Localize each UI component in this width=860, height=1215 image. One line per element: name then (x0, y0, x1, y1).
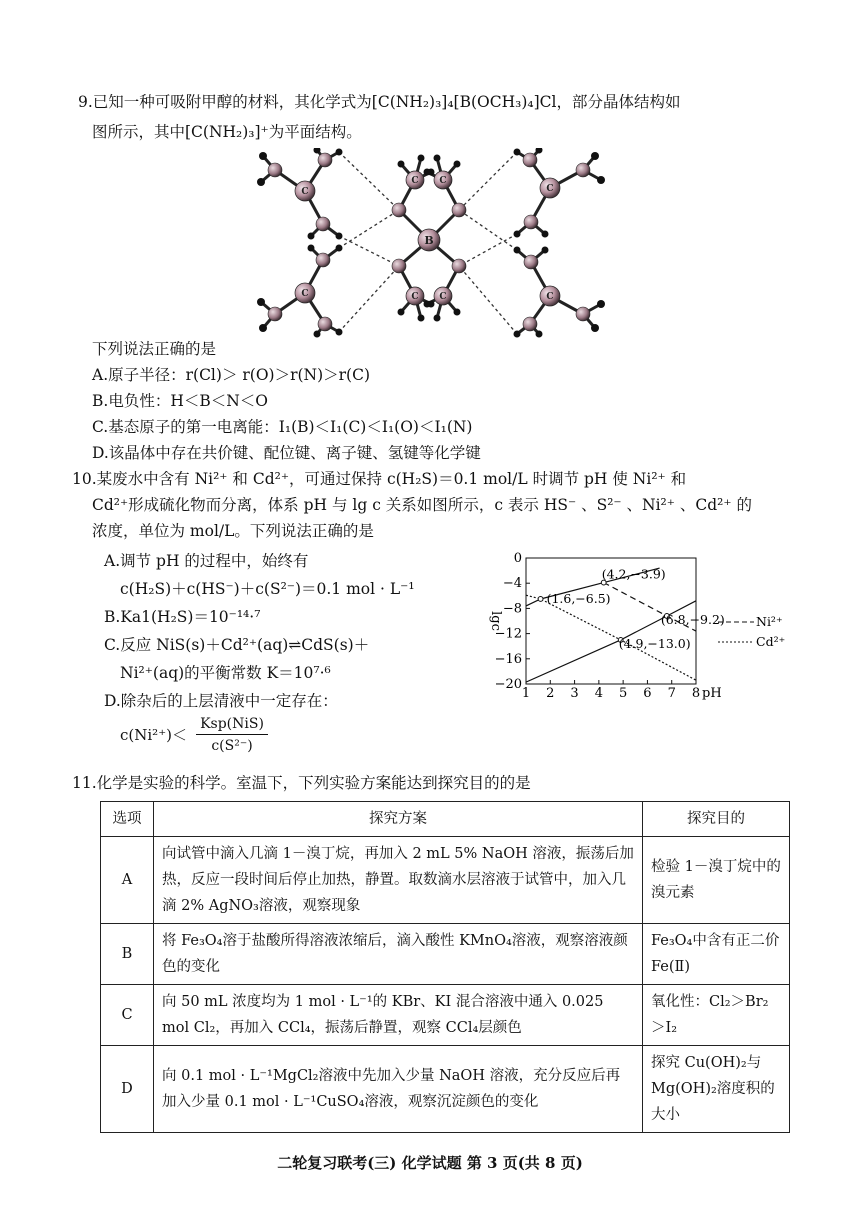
row-plan: 向 50 mL 浓度均为 1 mol · L⁻¹的 KBr、KI 混合溶液中通入 0.025 mol Cl₂，再加入 CCl₄，振荡后静置，观察 CCl₄层颜色 (154, 985, 643, 1046)
q9-option-a: A.原子半径：r(Cl)＞ r(O)＞r(N)＞r(C) (92, 366, 371, 384)
legend-label: Cd²⁺ (756, 634, 786, 649)
q10-stem-line3: 浓度，单位为 mol/L。下列说法正确的是 (92, 522, 374, 540)
q9-option-c: C.基态原子的第一电离能：I₁(B)＜I₁(C)＜I₁(O)＜I₁(N) (92, 418, 473, 436)
crystal-structure-figure (255, 148, 615, 338)
atom-label-c: C (439, 292, 447, 302)
data-point (538, 597, 543, 602)
row-option: D (101, 1046, 154, 1133)
y-axis-label: lgc (488, 611, 503, 631)
q10-stem-line1: 10.某废水中含有 Ni²⁺ 和 Cd²⁺，可通过保持 c(H₂S)＝0.1 mol/L 时调节 pH 使 Ni²⁺ 和 (72, 470, 687, 488)
q9-stem-line2: 图所示，其中[C(NH₂)₃]⁺为平面结构。 (92, 123, 362, 141)
atom-label-c: C (439, 176, 447, 186)
q10-option-c: C.反应 NiS(s)＋Cd²⁺(aq)⇌CdS(s)＋ (104, 636, 370, 654)
atom-label-c: C (301, 187, 309, 197)
x-tick-label: 8 (691, 686, 701, 701)
x-tick-label: 6 (643, 686, 652, 701)
point-annotation: (4.9,−13.0) (618, 635, 691, 651)
row-goal: Fe₃O₄中含有正二价 Fe(Ⅱ) (643, 924, 790, 985)
row-plan: 将 Fe₃O₄溶于盐酸所得溶液浓缩后，滴入酸性 KMnO₄溶液，观察溶液颜色的变化 (154, 924, 643, 985)
x-tick-label: 7 (667, 686, 676, 701)
q9-stem-line1: 9.已知一种可吸附甲醇的材料，其化学式为[C(NH₂)₃]₄[B(OCH₃)₄]Cl，部分晶体结构如 (78, 93, 681, 111)
row-option: A (101, 837, 154, 924)
atom-label-c: C (546, 292, 554, 302)
atom-label-b: B (424, 234, 434, 247)
table-row (101, 924, 790, 985)
y-tick-label: −12 (494, 626, 522, 642)
q10-option-d-lhs: c(Ni²⁺)＜ (120, 726, 187, 744)
row-goal: 氧化性：Cl₂＞Br₂＞I₂ (643, 985, 790, 1046)
table-header-row (101, 802, 790, 837)
y-tick-label: −8 (502, 601, 522, 617)
q10-option-a: A.调节 pH 的过程中，始终有 (104, 552, 309, 570)
point-annotation: (6.8,−9.2) (660, 611, 725, 627)
point-annotation: (1.6,−6.5) (546, 590, 611, 606)
ph-lgc-chart (478, 550, 798, 710)
atom-label-c: C (301, 289, 309, 299)
row-plan: 向试管中滴入几滴 1－溴丁烷，再加入 2 mL 5% NaOH 溶液，振荡后加热，反应一段时间后停止加热，静置。取数滴水层溶液于试管中，加入几滴 2% AgNO₃溶液，观察现象 (154, 837, 643, 924)
q10-option-d: D.除杂后的上层清液中一定存在： (104, 692, 338, 710)
row-plan: 向 0.1 mol · L⁻¹MgCl₂溶液中先加入少量 NaOH 溶液，充分反应后再加入少量 0.1 mol · L⁻¹CuSO₄溶液，观察沉淀颜色的变化 (154, 1046, 643, 1133)
x-tick-label: 4 (594, 686, 603, 701)
q10-option-a-formula: c(H₂S)＋c(HS⁻)＋c(S²⁻)＝0.1 mol · L⁻¹ (120, 580, 415, 598)
header-goal: 探究目的 (643, 802, 790, 837)
q10-option-b: B.Ka1(H₂S)＝10⁻¹⁴·⁷ (104, 608, 261, 626)
q10-option-d-numerator: Ksp(NiS) (196, 714, 268, 735)
atom-label-c: C (546, 184, 554, 194)
y-tick-label: 0 (513, 551, 522, 566)
table-row (101, 1046, 790, 1133)
q11-title: 11.化学是实验的科学。室温下，下列实验方案能达到探究目的的是 (72, 774, 531, 792)
q10-stem-line2: Cd²⁺形成硫化物而分离，体系 pH 与 lg c 关系如图所示，c 表示 HS⁻ 、S²⁻ 、Ni²⁺ 、Cd²⁺ 的 (92, 496, 752, 514)
header-plan: 探究方案 (154, 802, 643, 837)
q9-option-b: B.电负性：H＜B＜N＜O (92, 392, 268, 410)
point-annotation: (4.2,−3.9) (601, 566, 666, 582)
q9-prompt: 下列说法正确的是 (92, 340, 217, 358)
y-tick-label: −20 (494, 677, 522, 692)
page-footer: 二轮复习联考(三) 化学试题 第 3 页(共 8 页) (277, 1154, 583, 1172)
q10-option-c-cont: Ni²⁺(aq)的平衡常数 K＝10⁷·⁶ (120, 664, 331, 682)
y-tick-label: −16 (494, 651, 522, 667)
header-option: 选项 (101, 802, 154, 837)
row-goal: 探究 Cu(OH)₂与 Mg(OH)₂溶度积的大小 (643, 1046, 790, 1133)
q10-option-d-denominator: c(S²⁻) (211, 738, 253, 754)
x-tick-label: 3 (570, 686, 579, 701)
experiment-table (100, 801, 790, 1133)
atom-label-c: C (411, 176, 419, 186)
atom-label-c: C (411, 292, 419, 302)
x-axis-label: pH (702, 686, 722, 701)
row-option: B (101, 924, 154, 985)
row-goal: 检验 1－溴丁烷中的溴元素 (643, 837, 790, 924)
table-row (101, 837, 790, 924)
q9-option-d: D.该晶体中存在共价键、配位键、离子键、氢键等化学键 (92, 444, 481, 462)
table-row (101, 985, 790, 1046)
x-tick-label: 2 (546, 686, 555, 701)
y-tick-label: −4 (502, 576, 522, 592)
row-option: C (101, 985, 154, 1046)
x-tick-label: 1 (521, 686, 531, 701)
legend-label: Ni²⁺ (756, 614, 783, 629)
x-tick-label: 5 (619, 686, 628, 701)
